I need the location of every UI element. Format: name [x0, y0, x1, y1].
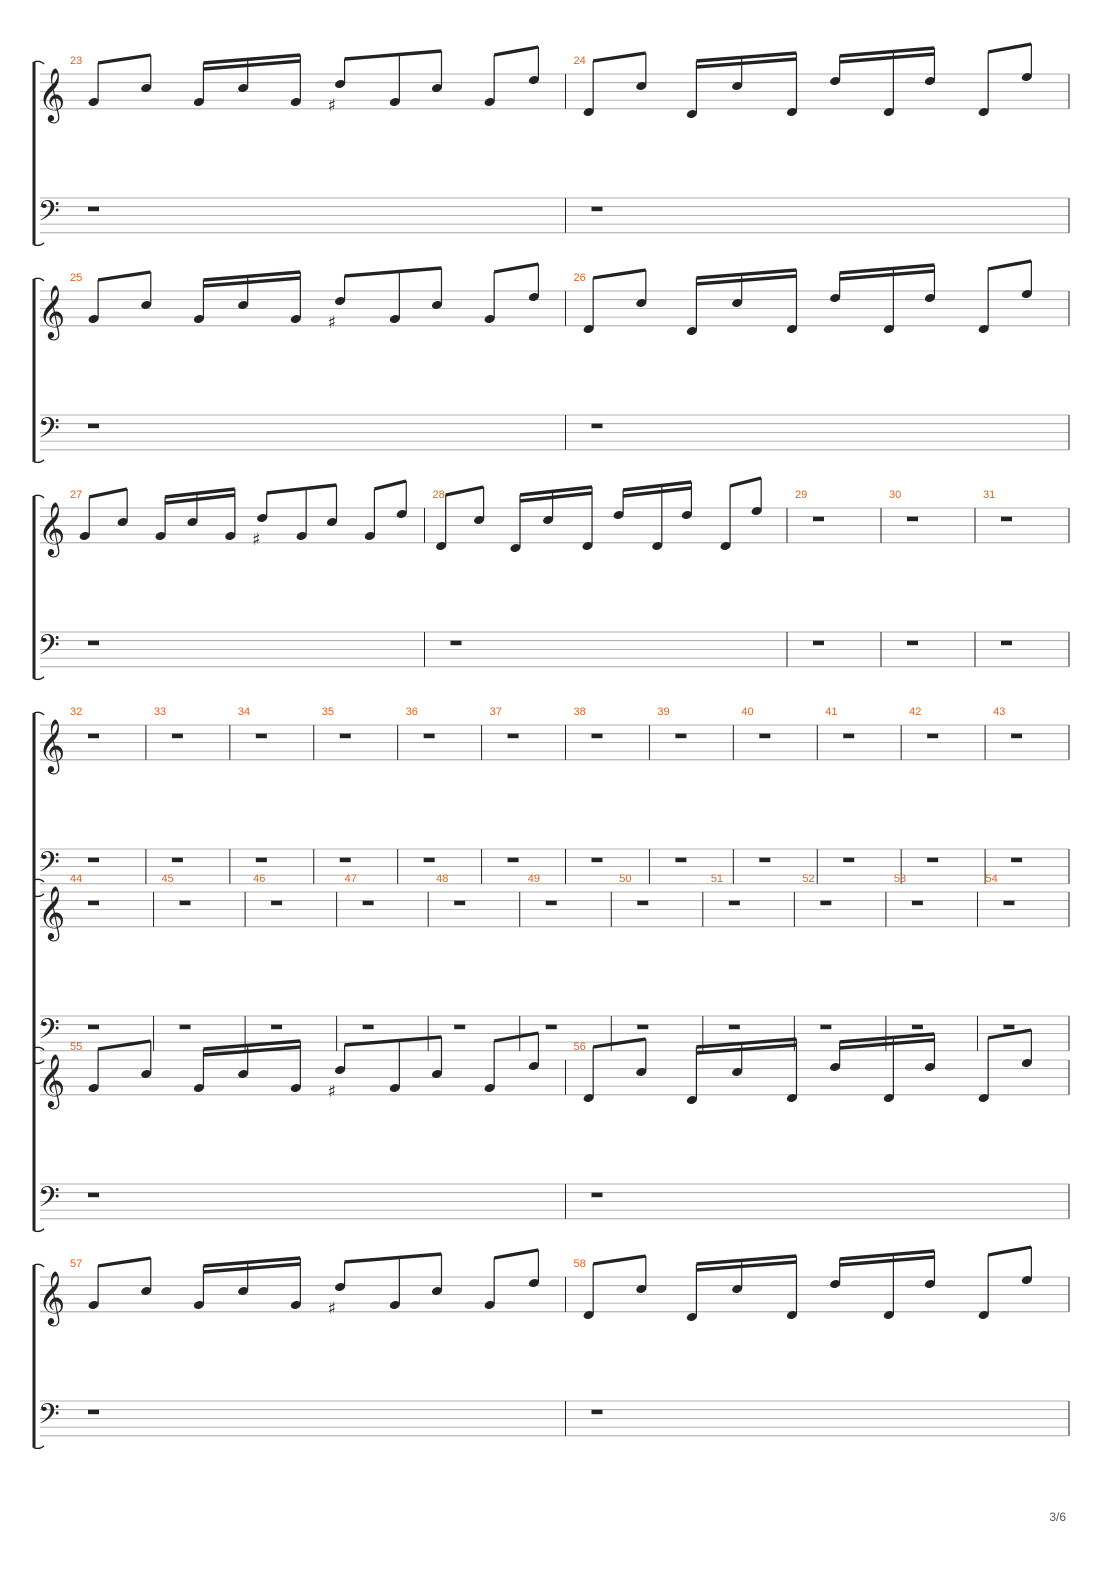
- treble-rest: [592, 734, 603, 739]
- treble-beam: [446, 487, 484, 495]
- measure-number: 43: [993, 706, 1006, 718]
- measure-number: 29: [795, 489, 808, 501]
- measure-number: 44: [70, 873, 83, 885]
- treble-rest: [546, 901, 557, 906]
- sharp-icon: ♯: [327, 96, 336, 116]
- measure-number: 38: [573, 706, 586, 718]
- bass-rest: [454, 1025, 465, 1030]
- bass-rest: [363, 1025, 374, 1030]
- sharp-icon: ♯: [327, 1299, 336, 1319]
- bass-rest: [271, 1025, 282, 1030]
- measure-number: 36: [405, 706, 418, 718]
- bass-clef-icon: 𝄢: [38, 412, 60, 452]
- measure-number: 48: [436, 873, 449, 885]
- treble-beam: [593, 53, 646, 61]
- measure-number: 41: [825, 706, 838, 718]
- treble-beam: [98, 55, 151, 63]
- bass-clef-icon: 𝄢: [38, 629, 60, 669]
- treble-beam: [345, 268, 442, 276]
- treble-beam: [730, 478, 761, 486]
- measure-number: 53: [893, 873, 907, 885]
- treble-rest: [172, 734, 183, 739]
- bass-rest: [340, 858, 351, 863]
- measure-number: 56: [573, 1041, 586, 1053]
- measure-number: 49: [527, 873, 540, 885]
- treble-clef-icon: 𝄞: [38, 284, 66, 338]
- treble-beam: [345, 1037, 442, 1045]
- treble-rest: [729, 901, 740, 906]
- treble-beam: [494, 1033, 538, 1041]
- bass-rest: [88, 424, 99, 429]
- measure-number: 54: [985, 873, 998, 885]
- treble-rest: [637, 901, 648, 906]
- bass-clef-icon: 𝄢: [38, 1181, 60, 1221]
- treble-beam: [988, 261, 1031, 269]
- treble-clef-icon: 𝄞: [38, 1053, 66, 1107]
- treble-rest: [88, 734, 99, 739]
- measure-number: 42: [909, 706, 922, 718]
- sharp-icon: ♯: [327, 1082, 336, 1102]
- measure-number: 28: [432, 489, 445, 501]
- bass-rest: [592, 424, 603, 429]
- measure-number: 55: [70, 1041, 83, 1053]
- measure-number: 26: [573, 272, 586, 284]
- bass-rest: [843, 858, 854, 863]
- bass-rest: [1001, 641, 1012, 646]
- sharp-icon: ♯: [252, 530, 261, 550]
- measure-number: 50: [619, 873, 632, 885]
- bass-rest: [172, 858, 183, 863]
- treble-beam: [494, 47, 538, 55]
- bass-rest: [592, 207, 603, 212]
- treble-beam: [988, 1030, 1031, 1038]
- treble-rest: [912, 901, 923, 906]
- bass-rest: [592, 1193, 603, 1198]
- page-number: 3/6: [1049, 1510, 1066, 1524]
- treble-rest: [180, 901, 191, 906]
- measure-number: 32: [70, 706, 83, 718]
- bass-rest: [729, 1025, 740, 1030]
- bass-rest: [675, 858, 686, 863]
- measure-number: 23: [70, 55, 83, 67]
- bass-rest: [88, 207, 99, 212]
- measure-number: 34: [237, 706, 251, 718]
- treble-beam: [89, 489, 127, 497]
- bass-rest: [508, 858, 519, 863]
- measure-number: 57: [70, 1258, 83, 1270]
- treble-clef-icon: 𝄞: [38, 1270, 66, 1324]
- bass-rest: [424, 858, 435, 863]
- bass-rest: [88, 1025, 99, 1030]
- bass-rest: [907, 641, 918, 646]
- bass-clef-icon: 𝄢: [38, 1398, 60, 1438]
- treble-beam: [345, 1254, 442, 1262]
- measure-number: 58: [573, 1258, 586, 1270]
- treble-rest: [363, 901, 374, 906]
- bass-rest: [813, 641, 824, 646]
- treble-beam: [374, 481, 406, 489]
- bass-rest: [546, 1025, 557, 1030]
- treble-clef-icon: 𝄞: [38, 67, 66, 121]
- treble-clef-icon: 𝄞: [38, 885, 66, 939]
- bass-rest: [759, 858, 770, 863]
- bass-rest: [88, 1193, 99, 1198]
- bass-rest: [1003, 1025, 1014, 1030]
- treble-rest: [271, 901, 282, 906]
- treble-beam: [593, 1256, 646, 1264]
- measure-number: 37: [489, 706, 502, 718]
- bass-clef-icon: 𝄢: [38, 1013, 60, 1053]
- measure-number: 25: [70, 272, 83, 284]
- treble-rest: [813, 517, 824, 522]
- bass-rest: [912, 1025, 923, 1030]
- measure-number: 33: [153, 706, 167, 718]
- bass-rest: [88, 1410, 99, 1415]
- bass-rest: [451, 641, 462, 646]
- bass-rest: [180, 1025, 191, 1030]
- treble-rest: [256, 734, 267, 739]
- measure-number: 52: [802, 873, 815, 885]
- bass-rest: [592, 858, 603, 863]
- measure-number: 51: [710, 873, 724, 885]
- treble-beam: [988, 1247, 1031, 1255]
- treble-clef-icon: 𝄞: [38, 718, 66, 772]
- measure-number: 46: [253, 873, 266, 885]
- treble-beam: [345, 51, 442, 59]
- treble-rest: [927, 734, 938, 739]
- treble-rest: [820, 901, 831, 906]
- treble-rest: [424, 734, 435, 739]
- sharp-icon: ♯: [327, 313, 336, 333]
- treble-rest: [508, 734, 519, 739]
- treble-rest: [1003, 901, 1014, 906]
- treble-beam: [988, 44, 1031, 52]
- measure-number: 39: [657, 706, 670, 718]
- treble-beam: [494, 1250, 538, 1258]
- bass-rest: [1011, 858, 1022, 863]
- treble-beam: [593, 1039, 646, 1047]
- treble-rest: [1011, 734, 1022, 739]
- treble-rest: [843, 734, 854, 739]
- bass-rest: [592, 1410, 603, 1415]
- bass-clef-icon: 𝄢: [38, 195, 60, 235]
- treble-beam: [98, 1258, 151, 1266]
- treble-rest: [1001, 517, 1012, 522]
- measure-number: 35: [321, 706, 334, 718]
- treble-beam: [494, 264, 538, 272]
- measure-number: 40: [741, 706, 754, 718]
- bass-rest: [88, 858, 99, 863]
- treble-rest: [340, 734, 351, 739]
- measure-number: 31: [983, 489, 996, 501]
- bass-rest: [927, 858, 938, 863]
- bass-clef-icon: 𝄢: [38, 846, 60, 886]
- treble-rest: [675, 734, 686, 739]
- treble-clef-icon: 𝄞: [38, 501, 66, 555]
- measure-number: 30: [889, 489, 902, 501]
- treble-beam: [267, 485, 337, 493]
- bass-rest: [637, 1025, 648, 1030]
- treble-beam: [593, 270, 646, 278]
- bass-rest: [88, 641, 99, 646]
- bass-rest: [820, 1025, 831, 1030]
- treble-rest: [759, 734, 770, 739]
- bass-rest: [256, 858, 267, 863]
- measure-number: 47: [344, 873, 357, 885]
- measure-number: 45: [161, 873, 174, 885]
- measure-number: 27: [70, 489, 83, 501]
- treble-beam: [98, 272, 151, 280]
- treble-rest: [88, 901, 99, 906]
- measure-number: 24: [573, 55, 586, 67]
- treble-rest: [454, 901, 465, 906]
- treble-rest: [907, 517, 918, 522]
